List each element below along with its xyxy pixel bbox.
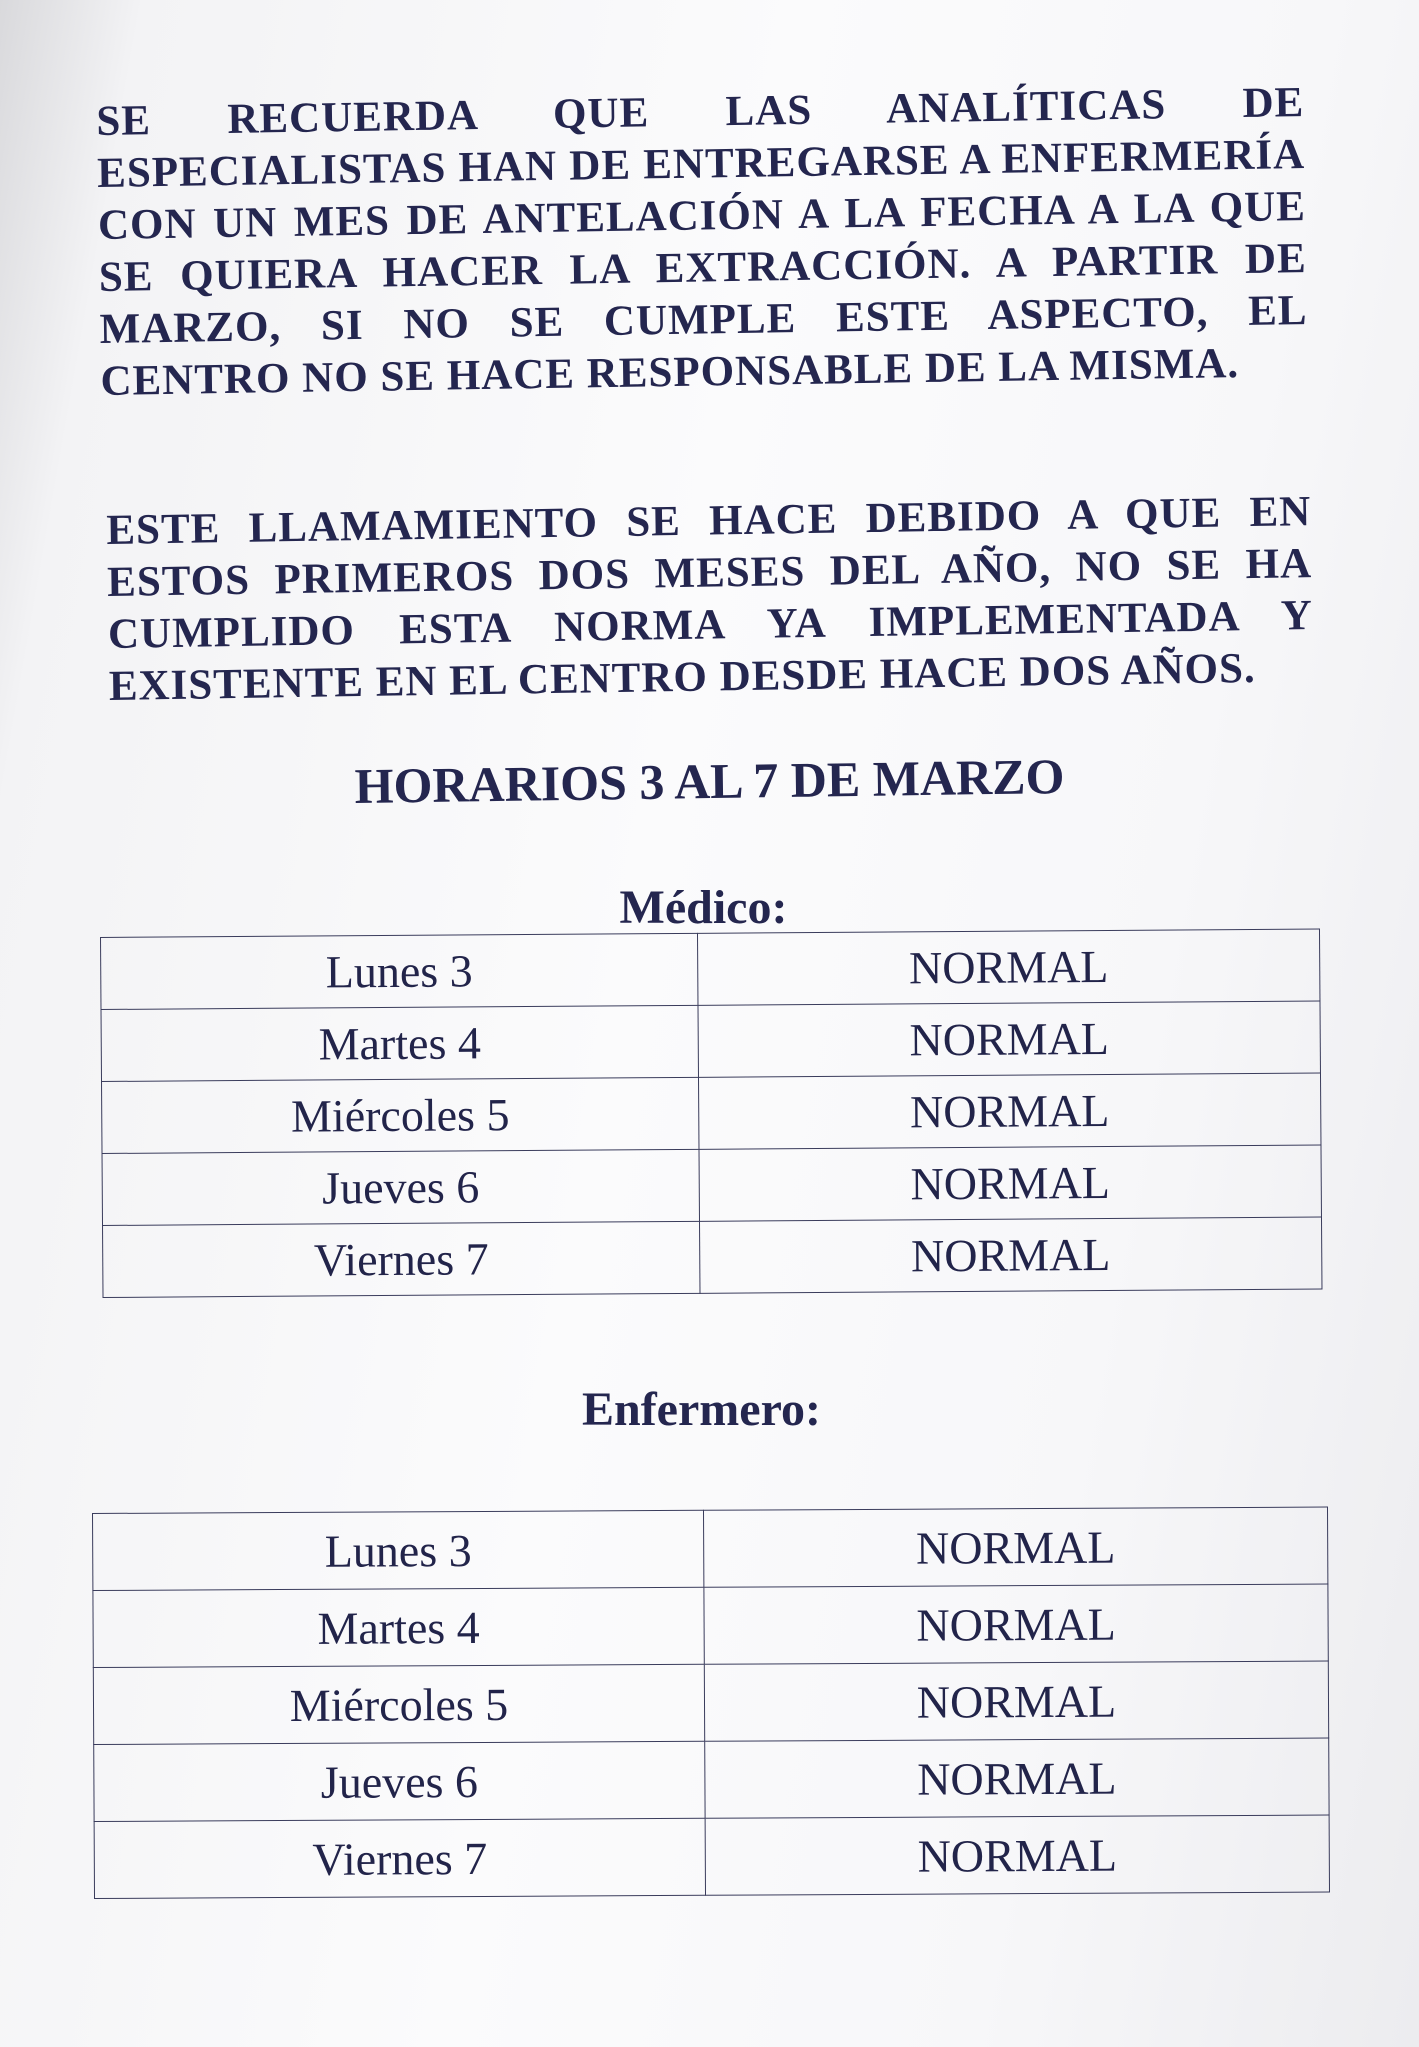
table-row: [103, 1217, 1322, 1298]
status-cell: NORMAL: [698, 1073, 1320, 1149]
status-cell: NORMAL: [699, 1217, 1321, 1293]
medico-schedule-table: [100, 928, 1322, 1298]
table-row: [101, 929, 1320, 1010]
notice-paragraph-reason: ESTE LLAMAMIENTO SE HACE DEBIDO A QUE EN ESTOS PRIMEROS DOS MESES DEL AÑO, NO SE HA CUMPLIDO ESTA NORMA YA IMPLEMENTADA Y EXISTENTE EN EL CENTRO DESDE HACE DOS AÑOS.: [106, 488, 1314, 710]
status-cell: NORMAL: [705, 1815, 1329, 1895]
status-cell: NORMAL: [699, 1145, 1321, 1221]
day-cell: Lunes 3: [101, 933, 698, 1009]
schedule-title: HORARIOS 3 AL 7 DE MARZO: [354, 748, 1065, 814]
table-row: [102, 1073, 1321, 1154]
status-cell: NORMAL: [698, 1001, 1320, 1077]
day-cell: Jueves 6: [102, 1149, 699, 1225]
day-cell: Miércoles 5: [93, 1664, 704, 1744]
status-cell: NORMAL: [703, 1507, 1327, 1587]
medico-heading: Médico:: [619, 881, 788, 934]
day-cell: Lunes 3: [93, 1510, 704, 1590]
table-row: [93, 1584, 1328, 1667]
status-cell: NORMAL: [697, 929, 1319, 1005]
table-row: [93, 1661, 1328, 1744]
day-cell: Viernes 7: [103, 1221, 700, 1297]
day-cell: Martes 4: [93, 1587, 704, 1667]
table-row: [102, 1145, 1321, 1226]
day-cell: Viernes 7: [94, 1818, 705, 1898]
enfermero-schedule-table: [92, 1507, 1330, 1899]
table-row: [94, 1738, 1329, 1821]
status-cell: NORMAL: [704, 1584, 1328, 1664]
day-cell: Martes 4: [101, 1005, 698, 1081]
day-cell: Miércoles 5: [102, 1077, 699, 1153]
day-cell: Jueves 6: [94, 1741, 705, 1821]
status-cell: NORMAL: [705, 1738, 1329, 1818]
table-row: [101, 1001, 1320, 1082]
table-row: [93, 1507, 1328, 1590]
status-cell: NORMAL: [704, 1661, 1328, 1741]
notice-paragraph-reminder: SE RECUERDA QUE LAS ANALÍTICAS DE ESPECIALISTAS HAN DE ENTREGARSE A ENFERMERÍA CON UN MES DE ANTELACIÓN A LA FECHA A LA QUE SE QUIERA HACER LA EXTRACCIÓN. A PARTIR DE MARZO, SI NO SE CUMPLE ESTE ASPECTO, EL CENTRO NO SE HACE RESPONSABLE DE LA MISMA.: [96, 79, 1308, 405]
enfermero-heading: Enfermero:: [581, 1383, 821, 1436]
table-row: [94, 1815, 1329, 1898]
